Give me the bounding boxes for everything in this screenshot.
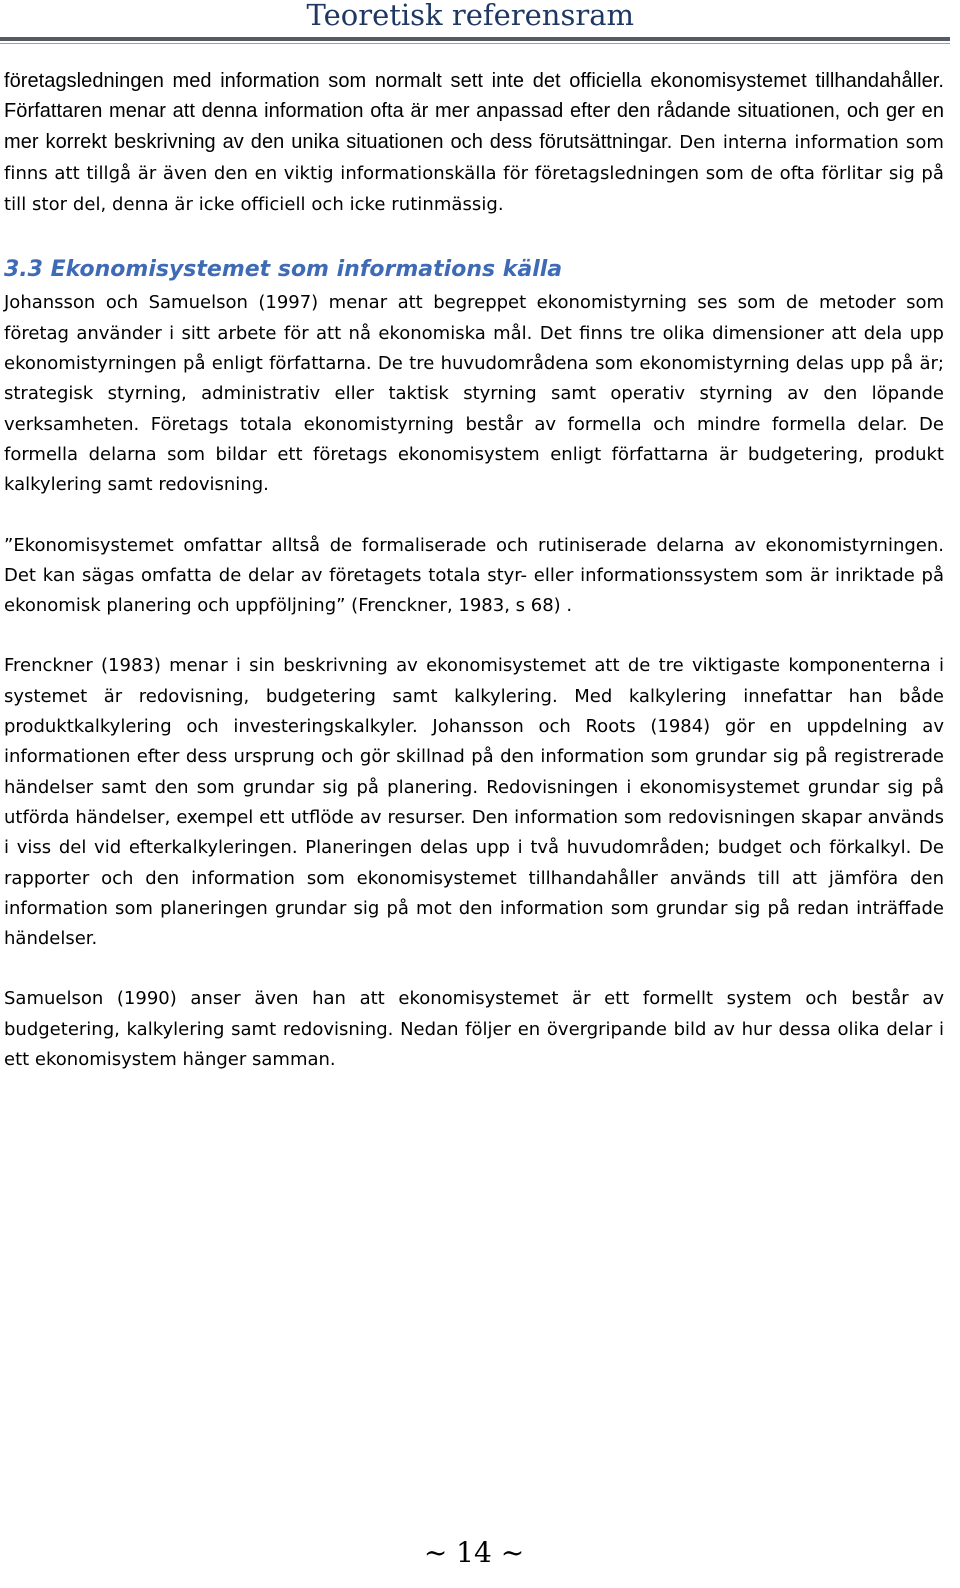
page-header <box>0 0 950 44</box>
section-heading: 3.3 Ekonomisystemet som informations källa <box>4 257 563 283</box>
quote-paragraph: ”Ekonomisystemet omfattar alltså de formaliserade och rutiniserade delarna av ekonomistyrningen. Det kan sägas omfatta de delar av företagets totala styr- eller informationssystem som är inriktade på ekonomisk planering och uppföljning” (Frenckner, 1983, s 68) . <box>4 534 944 617</box>
page-content <box>4 66 944 1075</box>
body-paragraph: Frenckner (1983) menar i sin beskrivning av ekonomisystemet att de tre viktigaste komponenterna i systemet är redovisning, budgetering samt kalkylering. Med kalkylering innefattar han både produktkalkylering och investeringskalkyler. Johansson och Roots (1984) gör en uppdelning av informationen efter dess ursprung och gör skillnad på den information som grundar sig på registrerade händelser samt den som grundar sig på planering. Redovisningen i ekonomisystemet grundar sig på utförda händelser, exempel ett utflöde av resurser. Den information som redovisningen skapar används i viss del vid efterkalkyleringen. Planeringen delas upp i två huvudområden; budget och förkalkyl. De rapporter och den information som ekonomisystemet tillhandahåller används till att jämföra den information som planeringen grundar sig på mot den information som grundar sig på redan inträffade händelser. <box>4 655 944 950</box>
header-title: Teoretisk referensram <box>306 0 634 32</box>
page-number: ~ 14 ~ <box>423 1536 525 1569</box>
intro-paragraph <box>4 66 944 220</box>
intro-text: företagsledningen med information som normalt sett inte det officiella ekonomisystemet tillhandahåller. Författaren menar att denna information ofta är mer anpassad efter den rådande situationen, och ger en mer korrekt beskrivning av den unika situationen och dess förutsättningar. <box>4 70 944 153</box>
header-divider-thin <box>0 43 950 44</box>
header-divider <box>0 37 950 41</box>
body-paragraph: Johansson och Samuelson (1997) menar att begreppet ekonomistyrning ses som de metoder som företag använder i sitt arbete för att nå ekonomiska mål. Det finns tre olika dimensioner att dela upp ekonomistyrningen på enligt författarna. De tre huvudområdena som ekonomistyrning delas upp på är; strategisk styrning, administrativ eller taktisk styrning samt operativ styrning av den löpande verksamheten. Företags totala ekonomistyrning består av formella och mindre formella delar. De formella delarna som bildar ett företags ekonomisystem enligt författarna är budgetering, produkt kalkylering samt redovisning. <box>4 292 944 496</box>
intro-text-2: Den interna information som finns att tillgå är även den en viktig informationskälla för företagsledningen som de ofta förlitar sig på till stor del, denna är icke officiell och icke rutinmässig. <box>4 131 945 216</box>
spacer <box>4 220 944 238</box>
body-paragraph: Samuelson (1990) anser även han att ekonomisystemet är ett formellt system och består av budgetering, kalkylering samt redovisning. Nedan följer en övergripande bild av hur dessa olika delar i ett ekonomisystem hänger samman. <box>4 988 944 1071</box>
spacer <box>4 621 944 651</box>
spacer <box>4 954 944 984</box>
spacer <box>4 501 944 531</box>
